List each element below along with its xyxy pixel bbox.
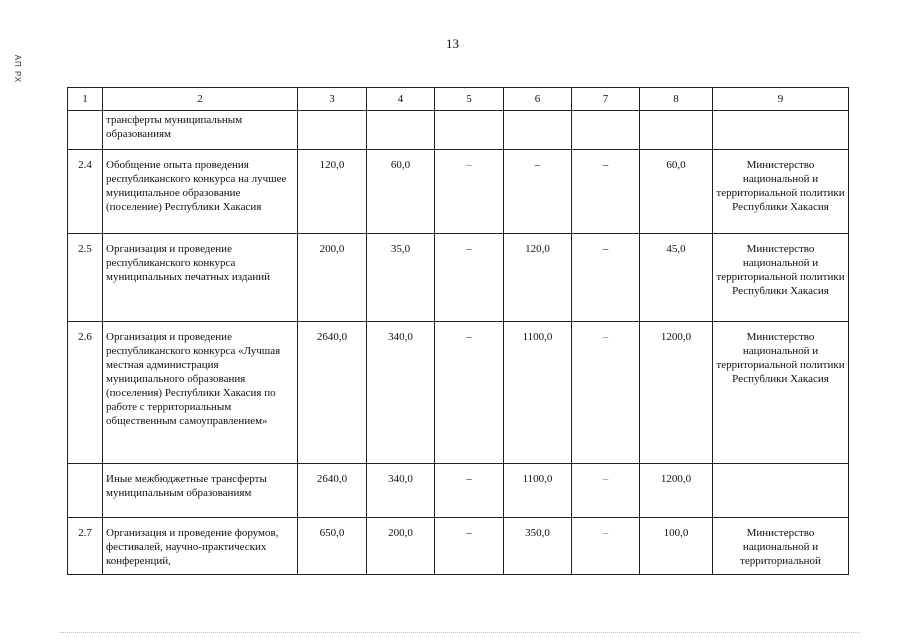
executor: Министерство национальной и территориальной политики Республики Хакасия xyxy=(713,234,849,322)
value-col3: 650,0 xyxy=(298,518,367,575)
value-col7: – xyxy=(572,234,640,322)
item-name: Организация и проведение форумов, фестивалей, научно-практических конференций, xyxy=(103,518,298,575)
item-number: 2.6 xyxy=(68,322,103,464)
scan-edge xyxy=(60,632,860,635)
column-number: 9 xyxy=(713,88,849,111)
column-number: 5 xyxy=(435,88,504,111)
value-col8: 1200,0 xyxy=(640,464,713,518)
value-col4: 35,0 xyxy=(367,234,435,322)
item-name: Обобщение опыта проведения республиканского конкурса на лучшее муниципальное образование (поселение) Республики Хакасия xyxy=(103,150,298,234)
column-number: 6 xyxy=(504,88,572,111)
value-col6: 350,0 xyxy=(504,518,572,575)
item-number: 2.5 xyxy=(68,234,103,322)
value-col5: – xyxy=(435,150,504,234)
value-col4 xyxy=(367,111,435,150)
value-col6 xyxy=(504,111,572,150)
value-col6: 120,0 xyxy=(504,234,572,322)
item-number: 2.4 xyxy=(68,150,103,234)
value-col6: – xyxy=(504,150,572,234)
item-number xyxy=(68,111,103,150)
column-number: 3 xyxy=(298,88,367,111)
value-col8 xyxy=(640,111,713,150)
executor xyxy=(713,464,849,518)
table-row xyxy=(68,464,849,518)
value-col8: 100,0 xyxy=(640,518,713,575)
item-number xyxy=(68,464,103,518)
table-row xyxy=(68,234,849,322)
value-col3: 120,0 xyxy=(298,150,367,234)
item-name: Иные межбюджетные трансферты муниципальным образованиям xyxy=(103,464,298,518)
value-col3: 2640,0 xyxy=(298,322,367,464)
value-col3: 2640,0 xyxy=(298,464,367,518)
value-col5: – xyxy=(435,322,504,464)
value-col5: – xyxy=(435,234,504,322)
value-col8: 60,0 xyxy=(640,150,713,234)
side-stamp: АП РХ xyxy=(13,54,22,84)
column-number: 8 xyxy=(640,88,713,111)
value-col5: – xyxy=(435,518,504,575)
item-name: Организация и проведение республиканского конкурса «Лучшая местная администрация муниципального образования (поселения) Республики Хакасия по работе с территориальным общественным самоуправлением» xyxy=(103,322,298,464)
page-number: 13 xyxy=(446,36,459,51)
value-col5: – xyxy=(435,464,504,518)
value-col6: 1100,0 xyxy=(504,322,572,464)
value-col3: 200,0 xyxy=(298,234,367,322)
value-col7 xyxy=(572,111,640,150)
value-col7: – xyxy=(572,322,640,464)
value-col7: – xyxy=(572,150,640,234)
executor xyxy=(713,111,849,150)
column-number: 2 xyxy=(103,88,298,111)
executor: Министерство национальной и территориальной политики Республики Хакасия xyxy=(713,150,849,234)
table-row xyxy=(68,111,849,150)
value-col4: 340,0 xyxy=(367,322,435,464)
column-number: 7 xyxy=(572,88,640,111)
executor: Министерство национальной и территориальной политики Республики Хакасия xyxy=(713,322,849,464)
item-name: Организация и проведение республиканского конкурса муниципальных печатных изданий xyxy=(103,234,298,322)
value-col3 xyxy=(298,111,367,150)
value-col4: 340,0 xyxy=(367,464,435,518)
item-name: трансферты муниципальным образованиям xyxy=(103,111,298,150)
column-number: 4 xyxy=(367,88,435,111)
executor: Министерство национальной и территориальной xyxy=(713,518,849,575)
program-table xyxy=(67,87,849,575)
value-col5 xyxy=(435,111,504,150)
value-col4: 200,0 xyxy=(367,518,435,575)
value-col8: 1200,0 xyxy=(640,322,713,464)
value-col7: – xyxy=(572,464,640,518)
value-col7: – xyxy=(572,518,640,575)
item-number: 2.7 xyxy=(68,518,103,575)
table-row xyxy=(68,322,849,464)
value-col6: 1100,0 xyxy=(504,464,572,518)
table-row xyxy=(68,150,849,234)
value-col8: 45,0 xyxy=(640,234,713,322)
table-row xyxy=(68,518,849,575)
column-number-row xyxy=(68,88,849,111)
value-col4: 60,0 xyxy=(367,150,435,234)
column-number: 1 xyxy=(68,88,103,111)
